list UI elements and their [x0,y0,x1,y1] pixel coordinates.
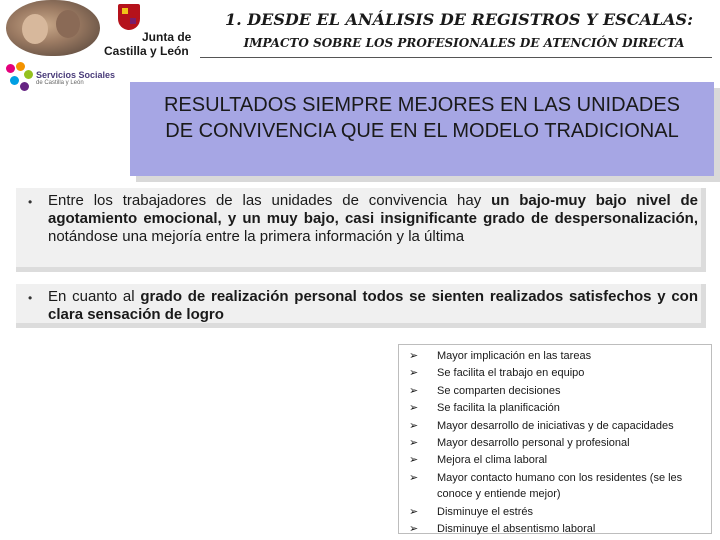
bullet-realization [16,284,706,328]
list-item [403,348,707,365]
bullet-text-post: notándose una mejoría entre la primera información y la última [48,228,465,245]
results-banner [130,82,714,176]
junta-logo-line1: Junta de [142,30,192,44]
bullet-paragraph [48,192,698,246]
list-item-text: Se facilita el trabajo en equipo [437,367,585,380]
list-item-text: Disminuye el absentismo laboral [437,523,596,536]
list-item-text: Mayor implicación en las tareas [437,350,592,362]
list-item-text: Mejora el clima laboral [437,454,548,467]
arrow-bullet-icon: ➢ [409,367,419,380]
slide-subtitle: IMPACTO SOBRE LOS PROFESIONALES DE ATENCIÓN DIRECTA [243,36,685,50]
banner-text: RESULTADOS SIEMPRE MEJORES EN LAS UNIDADES DE CONVIVENCIA QUE EN EL MODELO TRADICIONAL [163,94,681,142]
photo-person-right [56,10,80,38]
bullet-marker: • [28,195,33,209]
bullet-text-emphasis: un bajo-muy bajo nivel de agotamiento emocional, y un muy bajo, casi insignificante grado de despersonalización, [48,192,698,227]
title-divider [200,57,712,58]
figure-pink-icon [6,64,15,73]
arrow-bullet-icon: ➢ [409,419,419,432]
list-item [403,521,707,538]
servicios-logo-line1: Servicios Sociales [36,70,116,80]
list-item-text: Mayor desarrollo personal y profesional [437,437,630,450]
servicios-logo-line2: de Castilla y León [36,80,84,86]
arrow-bullet-icon: ➢ [409,523,419,536]
junta-castilla-leon-logo [104,4,204,56]
arrow-bullet-icon: ➢ [409,402,419,415]
list-item-text: Disminuye el estrés [437,505,533,518]
list-item-text: Mayor contacto humano con los residentes (se les conoce y entiende mejor) [437,471,683,501]
header-photo [6,0,100,56]
figure-green-icon [24,70,33,79]
list-item [403,452,707,469]
list-item [403,365,707,382]
slide-title: 1. DESDE EL ANÁLISIS DE REGISTROS Y ESCALAS: [224,10,694,29]
arrow-bullet-icon: ➢ [409,384,419,397]
list-item [403,400,707,417]
bullet-text-pre: Entre los trabajadores de las unidades de convivencia hay [48,192,492,209]
photo-person-left [22,14,48,44]
figure-purple-icon [20,82,29,91]
arrow-bullet-icon: ➢ [409,505,419,518]
list-item-text: Se facilita la planificación [437,402,560,415]
list-item [403,435,707,452]
list-item-text: Mayor desarrollo de iniciativas y de capacidades [437,419,674,432]
junta-logo-line2: Castilla y León [104,44,189,58]
coat-of-arms-icon [118,4,140,30]
list-item [403,470,707,503]
list-item [403,504,707,521]
bullet-exhaustion [16,188,706,272]
benefits-list-box [398,344,712,534]
list-item-text: Se comparten decisiones [437,384,561,397]
arrow-bullet-icon: ➢ [409,454,419,467]
arrow-bullet-icon: ➢ [409,471,419,484]
figure-blue-icon [10,76,19,85]
servicios-sociales-logo [2,60,132,94]
bullet-text-emphasis: grado de realización personal todos se sienten realizados satisfechos y con clara sensación de logro [48,288,699,323]
arrow-bullet-icon: ➢ [409,437,419,450]
arrow-bullet-icon: ➢ [409,350,419,362]
bullet-paragraph [48,288,698,324]
bullet-text-pre: En cuanto al [48,288,141,305]
figure-orange-icon [16,62,25,71]
bullet-marker: • [28,291,33,305]
benefits-list [403,348,707,538]
list-item [403,418,707,435]
list-item [403,383,707,400]
